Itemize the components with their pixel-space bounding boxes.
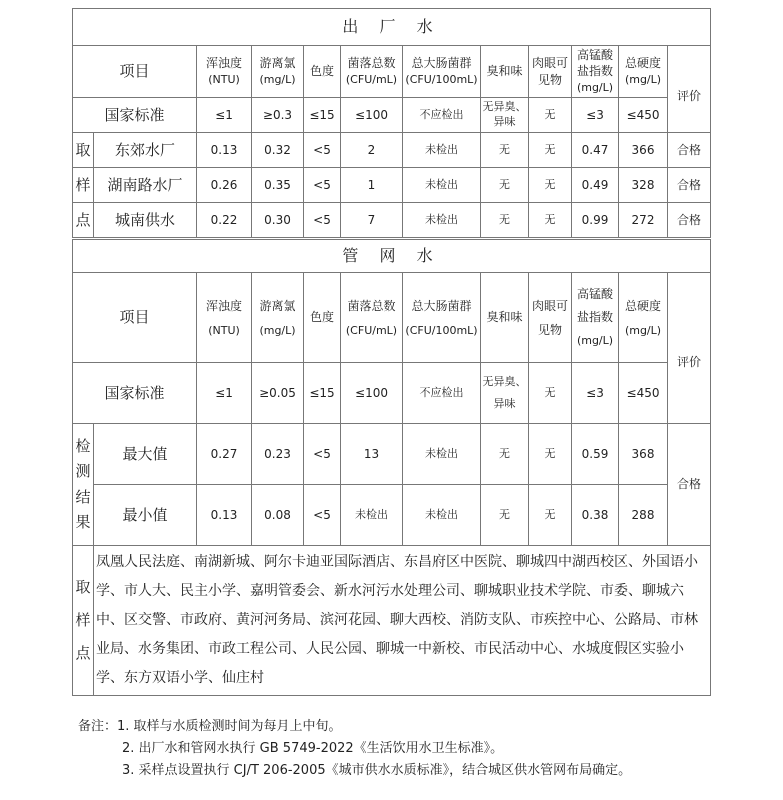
section-title: 出 厂 水	[73, 9, 711, 46]
cell: ≥0.05	[252, 363, 304, 424]
cell: 无	[481, 424, 529, 485]
header-turbidity: 浑浊度	[205, 55, 242, 70]
note-3: 3. 采样点设置执行 CJ/T 206-2005《城市供水水质标准》，结合城区供水管网布局确定。	[122, 763, 632, 778]
cell: 0.27	[197, 424, 252, 485]
unit: (mg/L)	[576, 333, 614, 347]
header-eval: 评价	[668, 273, 711, 424]
cell: 未检出	[341, 485, 403, 546]
cell: 0.35	[252, 168, 304, 203]
factory-water-table	[72, 8, 711, 238]
header-hardness: 总硬度	[624, 55, 661, 70]
cell: 无异臭、异味	[481, 98, 529, 133]
cell: 0.30	[252, 203, 304, 238]
header-chlorine: 游离氯	[259, 298, 296, 313]
header-odor: 臭和味	[481, 46, 529, 98]
cell: 272	[619, 203, 668, 238]
cell: 未检出	[403, 168, 481, 203]
cell: ≥0.3	[252, 98, 304, 133]
table-row	[73, 424, 711, 485]
header-coliform: 总大肠菌群	[411, 55, 472, 70]
cell: 未检出	[403, 485, 481, 546]
notes	[78, 716, 631, 782]
standard-label: 国家标准	[73, 98, 197, 133]
cell: 1	[341, 168, 403, 203]
cell: 未检出	[403, 424, 481, 485]
cell: ≤1	[197, 363, 252, 424]
note-1: 备注：1. 取样与水质检测时间为每月上中旬。	[78, 719, 342, 734]
standard-row	[73, 363, 711, 424]
cell: 无	[481, 485, 529, 546]
cell: 0.47	[572, 133, 619, 168]
unit: (CFU/mL)	[345, 323, 398, 337]
cell: ≤100	[341, 98, 403, 133]
table-row	[73, 485, 711, 546]
header-permanganate: 高锰酸盐指数	[576, 47, 613, 79]
header-color: 色度	[304, 273, 341, 363]
sample-points-row	[73, 546, 711, 696]
unit: (CFU/100mL)	[405, 73, 478, 87]
cell: ≤15	[304, 98, 341, 133]
cell: 0.26	[197, 168, 252, 203]
row-name: 最大值	[94, 424, 197, 485]
cell: 未检出	[403, 133, 481, 168]
cell: 2	[341, 133, 403, 168]
cell: 无	[529, 133, 572, 168]
cell: 0.38	[572, 485, 619, 546]
cell: 0.08	[252, 485, 304, 546]
cell: 不应检出	[403, 98, 481, 133]
eval-cell: 合格	[668, 203, 711, 238]
cell: 0.23	[252, 424, 304, 485]
sample-label: 取 样 点	[73, 546, 94, 696]
cell: 288	[619, 485, 668, 546]
cell: 不应检出	[403, 363, 481, 424]
cell: 无	[481, 203, 529, 238]
eval-cell: 合格	[668, 168, 711, 203]
header-odor: 臭和味	[481, 273, 529, 363]
table-row	[73, 168, 711, 203]
cell: ≤100	[341, 363, 403, 424]
cell: ≤3	[572, 98, 619, 133]
cell: 366	[619, 133, 668, 168]
unit: (mg/L)	[259, 73, 296, 87]
cell: 0.99	[572, 203, 619, 238]
cell: 无	[529, 485, 572, 546]
eval-cell: 合格	[668, 424, 711, 546]
cell: 无	[529, 98, 572, 133]
header-visible: 肉眼可见物	[529, 273, 572, 363]
header-turbidity: 浑浊度	[205, 298, 242, 313]
header-coliform: 总大肠菌群	[411, 298, 472, 313]
unit: (mg/L)	[624, 323, 662, 337]
cell: <5	[304, 424, 341, 485]
header-permanganate: 高锰酸盐指数	[576, 287, 613, 325]
cell: 无	[481, 168, 529, 203]
header-eval: 评价	[668, 46, 711, 133]
row-name: 湖南路水厂	[94, 168, 197, 203]
cell: 未检出	[403, 203, 481, 238]
unit: (mg/L)	[576, 81, 614, 95]
cell: 0.13	[197, 485, 252, 546]
header-colony: 菌落总数	[347, 298, 396, 313]
header-hardness: 总硬度	[624, 298, 661, 313]
unit: (CFU/100mL)	[405, 323, 478, 337]
unit: (NTU)	[208, 73, 240, 87]
standard-label: 国家标准	[73, 363, 197, 424]
cell: 0.59	[572, 424, 619, 485]
section-title: 管 网 水	[73, 240, 711, 273]
row-name: 东郊水厂	[94, 133, 197, 168]
cell: <5	[304, 485, 341, 546]
group-label: 点	[73, 203, 94, 238]
sample-points-list: 凤凰人民法庭、南湖新城、阿尔卡迪亚国际酒店、东昌府区中医院、聊城四中湖西校区、外国语小学、市人大、民主小学、嘉明管委会、新水河污水处理公司、聊城职业技术学院、市委、聊城六中、区交警、市政府、黄河河务局、滨河花园、聊大西校、消防支队、市疾控中心、公路局、市林业局、水务集团、市政工程公司、人民公园、聊城一中新校、市民活动中心、水城度假区实验小学、东方双语小学、仙庄村	[94, 546, 711, 696]
cell: 无异臭、异味	[481, 363, 529, 424]
cell: 无	[529, 168, 572, 203]
header-chlorine: 游离氯	[259, 55, 296, 70]
cell: 无	[529, 363, 572, 424]
cell: 13	[341, 424, 403, 485]
cell: ≤450	[619, 363, 668, 424]
header-row	[73, 46, 711, 98]
unit: (CFU/mL)	[345, 73, 398, 87]
cell: ≤3	[572, 363, 619, 424]
row-name: 城南供水	[94, 203, 197, 238]
header-visible: 肉眼可见物	[529, 46, 572, 98]
cell: <5	[304, 168, 341, 203]
cell: <5	[304, 203, 341, 238]
eval-cell: 合格	[668, 133, 711, 168]
cell: 0.49	[572, 168, 619, 203]
header-colony: 菌落总数	[347, 55, 396, 70]
table-row	[73, 203, 711, 238]
group-label: 检 测 结 果	[73, 424, 94, 546]
group-label: 取	[73, 133, 94, 168]
cell: ≤1	[197, 98, 252, 133]
cell: 无	[529, 424, 572, 485]
cell: 无	[481, 133, 529, 168]
cell: 0.22	[197, 203, 252, 238]
cell: 328	[619, 168, 668, 203]
unit: (mg/L)	[259, 323, 296, 337]
note-2: 2. 出厂水和管网水执行 GB 5749-2022《生活饮用水卫生标准》。	[122, 741, 504, 756]
table-row	[73, 133, 711, 168]
cell: <5	[304, 133, 341, 168]
cell: 0.32	[252, 133, 304, 168]
header-item: 项目	[73, 46, 197, 98]
header-row	[73, 273, 711, 363]
cell: ≤15	[304, 363, 341, 424]
cell: 7	[341, 203, 403, 238]
network-water-table	[72, 239, 711, 696]
unit: (mg/L)	[624, 73, 662, 87]
cell: 368	[619, 424, 668, 485]
standard-row	[73, 98, 711, 133]
cell: ≤450	[619, 98, 668, 133]
cell: 无	[529, 203, 572, 238]
header-item: 项目	[73, 273, 197, 363]
group-label: 样	[73, 168, 94, 203]
row-name: 最小值	[94, 485, 197, 546]
cell: 0.13	[197, 133, 252, 168]
header-color: 色度	[304, 46, 341, 98]
unit: (NTU)	[208, 323, 240, 337]
